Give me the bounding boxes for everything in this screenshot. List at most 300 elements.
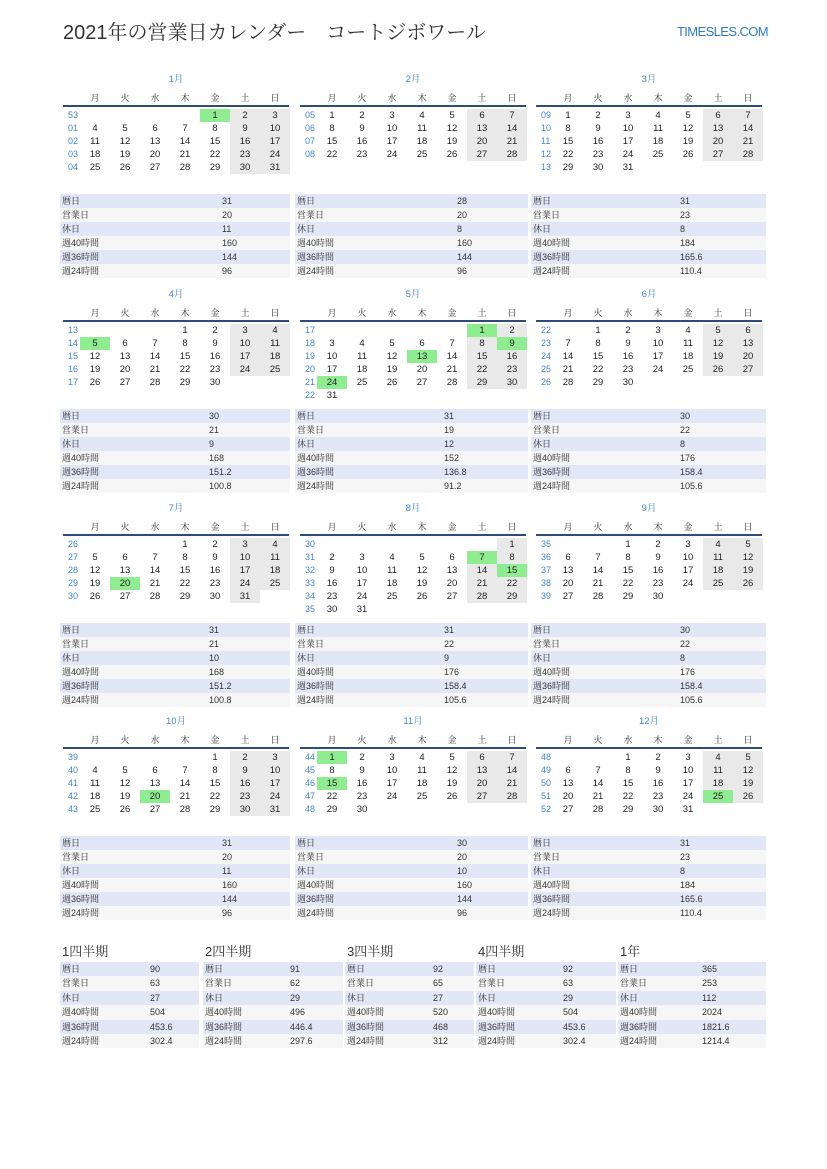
weekday-header: 土	[477, 93, 487, 103]
stat-value: 110.4	[680, 908, 702, 918]
day-cell: 2	[595, 110, 601, 121]
page-title: 2021年の営業日カレンダー コートジボワール	[63, 22, 486, 44]
day-cell: 23	[622, 364, 634, 375]
header-rule	[536, 320, 762, 322]
day-cell: 19	[446, 778, 458, 789]
stats-row	[531, 850, 766, 864]
day-cell: 26	[119, 804, 131, 815]
stats-row	[60, 637, 290, 651]
stat-value: 144	[222, 252, 238, 262]
weekday-header: 金	[683, 522, 693, 532]
day-cell: 8	[182, 552, 188, 563]
weekend-day-cell: 10	[260, 122, 290, 135]
stat-label: 休日	[533, 653, 552, 663]
stat-value: 31	[222, 838, 233, 848]
day-cell: 4	[419, 752, 425, 763]
weekend-day-cell: 5	[733, 538, 763, 551]
week-number: 20	[305, 364, 316, 374]
stats-row	[295, 836, 528, 850]
day-cell: 9	[625, 338, 631, 349]
stats-row	[60, 665, 290, 679]
stat-value: 176	[680, 453, 696, 463]
weekday-header: 日	[507, 522, 517, 532]
day-cell: 7	[152, 552, 158, 563]
weekend-day-cell: 10	[230, 337, 260, 350]
day-cell: 21	[562, 364, 574, 375]
weekday-header: 金	[683, 735, 693, 745]
day-cell: 16	[652, 565, 664, 576]
week-number: 32	[305, 565, 316, 575]
weekday-header: 金	[447, 308, 457, 318]
day-cell: 19	[446, 136, 458, 147]
stats-row	[295, 651, 528, 665]
day-cell: 28	[562, 377, 574, 388]
day-cell: 17	[386, 778, 398, 789]
weekend-day-cell: 4	[260, 538, 290, 551]
weekday-header: 月	[563, 735, 573, 745]
month-block	[531, 287, 766, 493]
stat-label: 暦日	[533, 838, 552, 848]
stats-row	[60, 850, 290, 864]
site-logo[interactable]: TIMESLES.COM	[676, 24, 768, 39]
day-cell: 9	[212, 338, 218, 349]
day-cell: 9	[212, 552, 218, 563]
stat-value: 11	[222, 224, 232, 234]
stat-label: 週36時間	[533, 467, 571, 477]
weekend-day-cell: 4	[260, 324, 290, 337]
stats-row	[295, 409, 528, 423]
weekday-header: 金	[210, 735, 220, 745]
day-cell: 11	[357, 351, 367, 362]
day-cell: 3	[685, 752, 691, 763]
summary-row	[345, 976, 474, 990]
header-rule	[63, 320, 289, 322]
week-number: 13	[68, 325, 79, 335]
weekend-day-cell: 15	[467, 350, 497, 363]
week-number: 26	[68, 539, 79, 549]
day-cell: 1	[625, 539, 631, 550]
stat-value: 23	[680, 852, 691, 862]
stat-label: 営業日	[62, 852, 90, 862]
stats-row	[60, 906, 290, 920]
weekday-header: 木	[653, 308, 663, 318]
day-cell: 28	[149, 591, 161, 602]
day-cell: 19	[416, 578, 428, 589]
day-cell: 2	[359, 110, 365, 121]
day-cell: 5	[685, 110, 691, 121]
day-cell: 16	[652, 778, 664, 789]
stat-label: 休日	[62, 992, 81, 1003]
header-rule	[536, 534, 762, 536]
day-cell: 23	[356, 791, 368, 802]
day-cell: 1	[595, 325, 601, 336]
week-number: 25	[541, 364, 552, 374]
stat-value: 446.4	[290, 1021, 313, 1032]
week-number: 44	[305, 752, 316, 762]
day-cell: 2	[329, 552, 335, 563]
weekend-day-cell: 17	[230, 564, 260, 577]
stat-label: 週24時間	[62, 695, 100, 705]
weekday-header: 水	[387, 522, 397, 532]
stat-value: 453.6	[150, 1021, 173, 1032]
stat-label: 休日	[205, 992, 224, 1003]
day-cell: 16	[356, 778, 368, 789]
week-number: 43	[68, 804, 79, 814]
day-cell: 30	[652, 804, 664, 815]
day-cell: 6	[152, 765, 158, 776]
day-cell: 1	[329, 110, 335, 121]
weekend-day-cell: 3	[230, 324, 260, 337]
stats-row	[531, 423, 766, 437]
weekday-header: 木	[417, 308, 427, 318]
day-cell: 18	[89, 791, 101, 802]
stat-label: 営業日	[62, 978, 90, 989]
stats-row	[60, 679, 290, 693]
weekend-day-cell: 22	[467, 363, 497, 376]
day-cell: 31	[356, 604, 368, 615]
week-number: 51	[541, 791, 552, 801]
day-cell: 21	[592, 791, 604, 802]
day-cell: 8	[625, 765, 631, 776]
stat-value: 302.4	[150, 1036, 173, 1046]
day-cell: 15	[179, 351, 191, 362]
stats-row	[295, 637, 528, 651]
holiday-day-cell: 15	[317, 777, 347, 790]
day-cell: 14	[592, 778, 604, 789]
day-cell: 29	[326, 804, 338, 815]
stat-label: 暦日	[533, 411, 552, 421]
weekday-header: 火	[593, 308, 603, 318]
day-cell: 12	[89, 565, 101, 576]
summary-row	[345, 1034, 474, 1048]
weekday-header: 日	[507, 93, 517, 103]
stat-value: 27	[150, 992, 161, 1003]
stat-label: 週40時間	[62, 667, 100, 677]
day-cell: 2	[212, 325, 218, 336]
weekend-day-cell: 10	[230, 551, 260, 564]
week-number: 38	[541, 578, 552, 588]
stat-value: 30	[680, 411, 691, 421]
day-cell: 22	[622, 791, 634, 802]
day-cell: 10	[652, 338, 664, 349]
stats-row	[531, 194, 766, 208]
header-rule	[63, 747, 289, 749]
stat-label: 週40時間	[62, 880, 100, 890]
weekend-day-cell: 28	[733, 148, 763, 161]
week-number: 09	[541, 110, 552, 120]
stat-label: 暦日	[297, 625, 316, 635]
week-number: 52	[541, 804, 552, 814]
day-cell: 16	[622, 351, 634, 362]
stats-row	[60, 264, 290, 278]
day-cell: 8	[565, 123, 571, 134]
stats-row	[60, 208, 290, 222]
day-cell: 25	[89, 804, 101, 815]
stat-label: 営業日	[62, 425, 90, 435]
stat-label: 週40時間	[62, 238, 100, 248]
weekday-header: 日	[743, 93, 753, 103]
stats-row	[531, 208, 766, 222]
weekend-day-cell: 13	[733, 337, 763, 350]
stat-label: 暦日	[533, 196, 552, 206]
day-cell: 29	[179, 591, 191, 602]
week-number: 33	[305, 578, 316, 588]
stat-value: 96	[457, 908, 468, 918]
day-cell: 17	[326, 364, 338, 375]
stats-row	[531, 906, 766, 920]
stat-value: 96	[222, 908, 233, 918]
header-rule	[63, 105, 289, 107]
holiday-day-cell: 1	[200, 109, 230, 122]
header-rule	[300, 105, 526, 107]
day-cell: 1	[182, 539, 188, 550]
week-number: 05	[305, 110, 316, 120]
stats-row	[531, 409, 766, 423]
day-cell: 23	[209, 364, 221, 375]
weekday-header: 木	[653, 522, 663, 532]
day-cell: 14	[446, 351, 458, 362]
stats-row	[531, 465, 766, 479]
weekday-header: 月	[90, 522, 100, 532]
weekend-day-cell: 18	[260, 350, 290, 363]
day-cell: 19	[682, 136, 694, 147]
month-block	[295, 714, 528, 920]
stat-label: 週36時間	[62, 1021, 100, 1032]
weekday-header: 月	[327, 522, 337, 532]
weekday-header: 土	[240, 93, 250, 103]
stat-label: 営業日	[297, 852, 325, 862]
weekday-header: 土	[713, 93, 723, 103]
day-cell: 19	[119, 791, 131, 802]
stat-label: 週24時間	[620, 1036, 658, 1046]
month-block	[295, 72, 528, 278]
day-cell: 28	[446, 377, 458, 388]
weekday-header: 水	[387, 735, 397, 745]
month-name: 2月	[405, 74, 421, 85]
stat-value: 19	[444, 425, 455, 435]
day-cell: 15	[326, 136, 338, 147]
weekday-header: 日	[743, 308, 753, 318]
stat-label: 休日	[478, 992, 497, 1003]
day-cell: 13	[119, 565, 131, 576]
week-number: 47	[305, 791, 316, 801]
stat-value: 312	[433, 1036, 449, 1046]
stat-label: 週24時間	[533, 908, 571, 918]
week-number: 13	[541, 162, 552, 172]
day-cell: 21	[149, 578, 161, 589]
day-cell: 25	[89, 162, 101, 173]
weekday-header: 木	[417, 735, 427, 745]
month-block	[60, 72, 290, 278]
summary-row	[345, 991, 474, 1005]
day-cell: 4	[359, 338, 365, 349]
weekday-header: 土	[477, 308, 487, 318]
summary-row	[618, 1020, 766, 1034]
stats-row	[531, 693, 766, 707]
stat-value: 184	[680, 880, 696, 890]
stat-value: 22	[444, 639, 455, 649]
day-cell: 8	[212, 765, 218, 776]
stat-value: 20	[457, 210, 468, 220]
week-number: 10	[541, 123, 552, 133]
month-block	[60, 714, 290, 920]
day-cell: 11	[387, 565, 397, 576]
day-cell: 22	[179, 364, 191, 375]
day-cell: 3	[329, 338, 335, 349]
weekend-day-cell: 31	[260, 161, 290, 174]
day-cell: 17	[682, 778, 694, 789]
stat-label: 休日	[62, 866, 81, 876]
stat-value: 105.6	[444, 695, 467, 705]
day-cell: 28	[149, 377, 161, 388]
summary-row	[618, 976, 766, 990]
weekday-header: 金	[683, 93, 693, 103]
month-block	[295, 501, 528, 707]
stat-value: 468	[433, 1021, 449, 1032]
weekend-day-cell: 20	[703, 135, 733, 148]
stat-label: 週40時間	[478, 1007, 516, 1018]
summary-row	[476, 1005, 616, 1019]
stat-value: 96	[222, 266, 233, 276]
summary-row	[203, 976, 343, 990]
stat-value: 63	[563, 978, 574, 989]
day-cell: 7	[449, 338, 455, 349]
day-cell: 15	[622, 778, 634, 789]
stat-value: 144	[457, 894, 473, 904]
stat-value: 365	[702, 964, 718, 974]
weekend-day-cell: 27	[467, 148, 497, 161]
stat-value: 30	[680, 625, 691, 635]
weekend-day-cell: 6	[703, 109, 733, 122]
day-cell: 5	[122, 765, 128, 776]
weekday-header: 土	[477, 735, 487, 745]
stat-value: 160	[457, 880, 473, 890]
stat-label: 営業日	[533, 852, 561, 862]
day-cell: 30	[592, 162, 604, 173]
weekday-header: 日	[270, 735, 280, 745]
stats-row	[295, 437, 528, 451]
stat-label: 営業日	[533, 210, 561, 220]
weekend-day-cell: 13	[703, 122, 733, 135]
weekday-header: 金	[683, 308, 693, 318]
stat-label: 営業日	[297, 639, 325, 649]
day-cell: 5	[122, 123, 128, 134]
stats-row	[60, 222, 290, 236]
stats-row	[60, 693, 290, 707]
stat-value: 297.6	[290, 1036, 313, 1046]
day-cell: 24	[386, 149, 398, 160]
stat-value: 62	[290, 978, 301, 989]
month-name: 5月	[405, 289, 421, 300]
stat-label: 暦日	[62, 196, 81, 206]
day-cell: 5	[449, 752, 455, 763]
stat-value: 453.6	[563, 1021, 586, 1032]
weekday-header: 日	[743, 522, 753, 532]
day-cell: 5	[419, 552, 425, 563]
day-cell: 22	[209, 149, 221, 160]
weekday-header: 木	[653, 735, 663, 745]
day-cell: 11	[90, 778, 100, 789]
weekend-day-cell: 25	[260, 363, 290, 376]
summary-row	[345, 962, 474, 976]
stat-label: 営業日	[478, 978, 506, 989]
stat-label: 休日	[62, 439, 81, 449]
month-name: 3月	[641, 74, 657, 85]
stat-label: 週36時間	[62, 467, 100, 477]
weekend-day-cell: 14	[467, 564, 497, 577]
summary-row	[203, 1020, 343, 1034]
stat-value: 8	[680, 439, 686, 449]
stat-value: 31	[680, 196, 691, 206]
weekday-header: 金	[210, 522, 220, 532]
day-cell: 22	[622, 578, 634, 589]
stat-label: 週40時間	[533, 238, 571, 248]
day-cell: 6	[565, 765, 571, 776]
day-cell: 23	[356, 149, 368, 160]
stats-row	[295, 194, 528, 208]
week-number: 22	[541, 325, 552, 335]
week-number: 30	[305, 539, 316, 549]
day-cell: 9	[595, 123, 601, 134]
stats-row	[531, 836, 766, 850]
day-cell: 14	[179, 778, 191, 789]
weekday-header: 木	[417, 522, 427, 532]
stat-value: 165.6	[680, 894, 703, 904]
stats-row	[295, 451, 528, 465]
week-number: 16	[68, 364, 79, 374]
month-block	[60, 501, 290, 707]
day-cell: 6	[122, 552, 128, 563]
stat-label: 週40時間	[62, 453, 100, 463]
day-cell: 7	[565, 338, 571, 349]
stats-row	[531, 623, 766, 637]
weekend-day-cell: 3	[260, 109, 290, 122]
weekday-header: 日	[270, 522, 280, 532]
week-number: 23	[541, 338, 552, 348]
summary-row	[60, 976, 199, 990]
day-cell: 4	[419, 110, 425, 121]
week-number: 45	[305, 765, 316, 775]
day-cell: 2	[359, 752, 365, 763]
day-cell: 22	[562, 149, 574, 160]
stat-label: 暦日	[205, 964, 224, 974]
day-cell: 30	[356, 804, 368, 815]
weekday-header: 月	[327, 93, 337, 103]
day-cell: 20	[416, 364, 428, 375]
stat-label: 営業日	[620, 978, 648, 989]
stat-label: 休日	[297, 439, 316, 449]
weekend-day-cell: 10	[260, 764, 290, 777]
week-number: 50	[541, 778, 552, 788]
stat-value: 1821.6	[702, 1021, 730, 1032]
day-cell: 9	[359, 123, 365, 134]
day-cell: 9	[329, 565, 335, 576]
summary-row	[345, 1005, 474, 1019]
month-name: 10月	[165, 716, 187, 727]
stats-row	[60, 451, 290, 465]
holiday-day-cell: 20	[110, 577, 140, 590]
week-number: 34	[305, 591, 316, 601]
stat-label: 休日	[297, 224, 316, 234]
weekday-header: 火	[593, 735, 603, 745]
weekday-header: 土	[477, 522, 487, 532]
day-cell: 29	[622, 804, 634, 815]
day-cell: 27	[149, 804, 161, 815]
day-cell: 16	[356, 136, 368, 147]
weekday-header: 月	[90, 93, 100, 103]
stat-value: 8	[680, 653, 686, 663]
summary-row	[60, 962, 199, 976]
